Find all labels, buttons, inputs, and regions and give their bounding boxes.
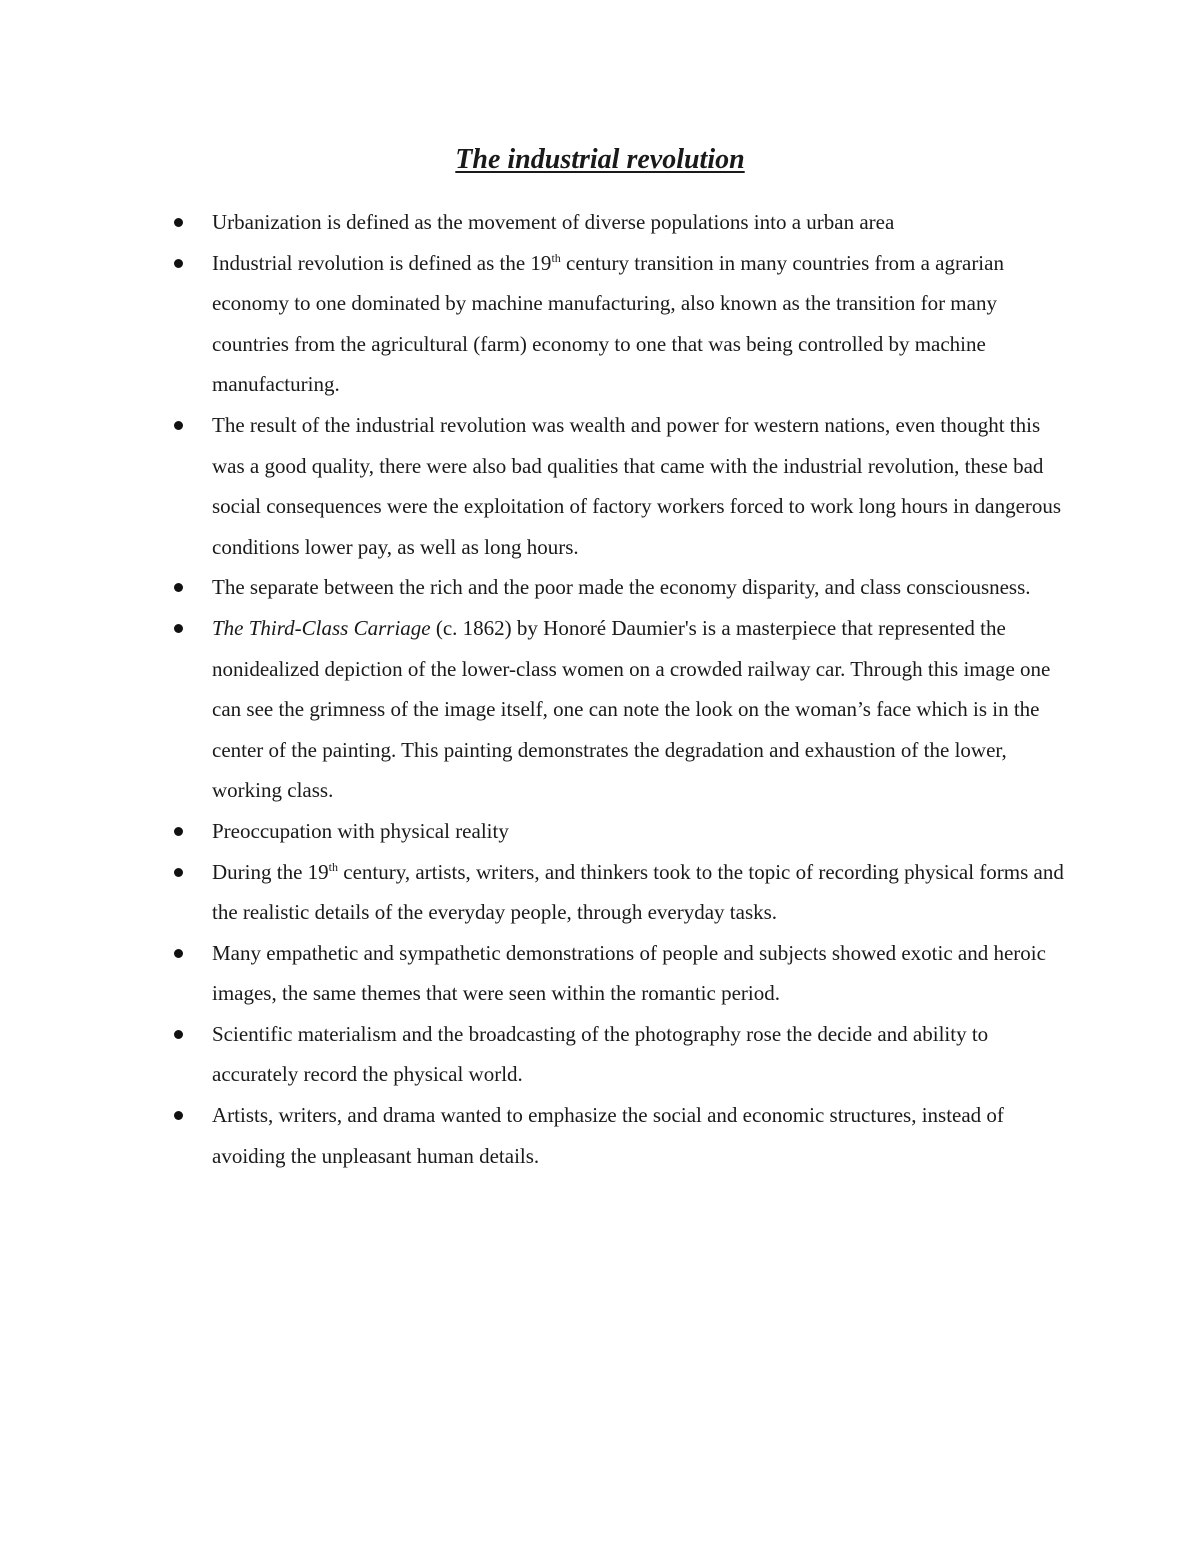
list-item-text: Urbanization is defined as the movement of diverse populations into a urban area (212, 210, 895, 234)
superscript: th (328, 859, 338, 874)
list-item-text: The result of the industrial revolution was wealth and power for western nations, even thought this was a good quality, there were also bad qualities that came with the industrial revolution, these bad social consequences were the exploitation of factory workers forced to work long hours in dangerous conditions lower pay, as well as long hours. (212, 412, 1062, 559)
list-item (0, 852, 1072, 933)
list-item-text-part: century transition in many countries from a agrarian economy to one dominated by machine manufacturing, also known as the transition for many countries from the agricultural (farm) economy to one that was being controlled by machine manufacturing. (212, 250, 1004, 397)
bullet-icon (174, 583, 183, 592)
list-item (0, 243, 1072, 405)
bullet-icon (174, 949, 183, 958)
list-item (0, 405, 1072, 567)
list-item-text: The separate between the rich and the poor made the economy disparity, and class consciousness. (212, 575, 1031, 600)
list-item-text (212, 251, 1004, 397)
bullet-list (0, 202, 1200, 1176)
list-item-text: Artists, writers, and drama wanted to emphasize the social and economic structures, instead of avoiding the unpleasant human details. (212, 1103, 1004, 1168)
bullet-icon (174, 624, 183, 633)
list-item-text: Preoccupation with physical reality (212, 818, 509, 843)
list-item (0, 608, 1072, 811)
bullet-icon (174, 827, 183, 836)
document-title: The industrial revolution (455, 144, 745, 175)
bullet-icon (174, 218, 183, 227)
bullet-icon (174, 868, 183, 877)
list-item-text: Many empathetic and sympathetic demonstrations of people and subjects showed exotic and heroic images, the same themes that were seen within the romantic period. (212, 940, 1046, 1006)
list-item-text: Scientific materialism and the broadcasting of the photography rose the decide and ability to accurately record the physical world. (212, 1021, 989, 1087)
list-item (0, 811, 1072, 852)
list-item-text-part: During the 19 (212, 859, 329, 884)
list-item-text (212, 616, 1050, 802)
list-item-text-part: Industrial revolution is defined as the 19 (212, 250, 552, 275)
bullet-icon (174, 421, 183, 430)
list-item-text-part: century, artists, writers, and thinkers took to the topic of recording physical forms and the realistic details of the everyday people, through everyday tasks. (212, 859, 1064, 925)
list-item (0, 933, 1072, 1014)
superscript: th (551, 250, 561, 265)
list-item (0, 202, 1072, 243)
artwork-title: The Third-Class Carriage (212, 615, 431, 640)
bullet-icon (174, 1030, 183, 1039)
list-item (0, 1095, 1072, 1176)
list-item-text-part: (c. 1862) by Honoré Daumier's is a masterpiece that represented the nonidealized depiction of the lower-class women on a crowded railway car. Through this image one can see the grimness of the image itself, one can note the look on the woman’s face which is in the center of the painting. This painting demonstrates the degradation and exhaustion of the lower, working class. (212, 615, 1051, 803)
bullet-icon (174, 1111, 183, 1120)
list-item-text (212, 860, 1064, 925)
list-item (0, 567, 1072, 608)
bullet-icon (174, 259, 183, 268)
list-item (0, 1014, 1072, 1095)
